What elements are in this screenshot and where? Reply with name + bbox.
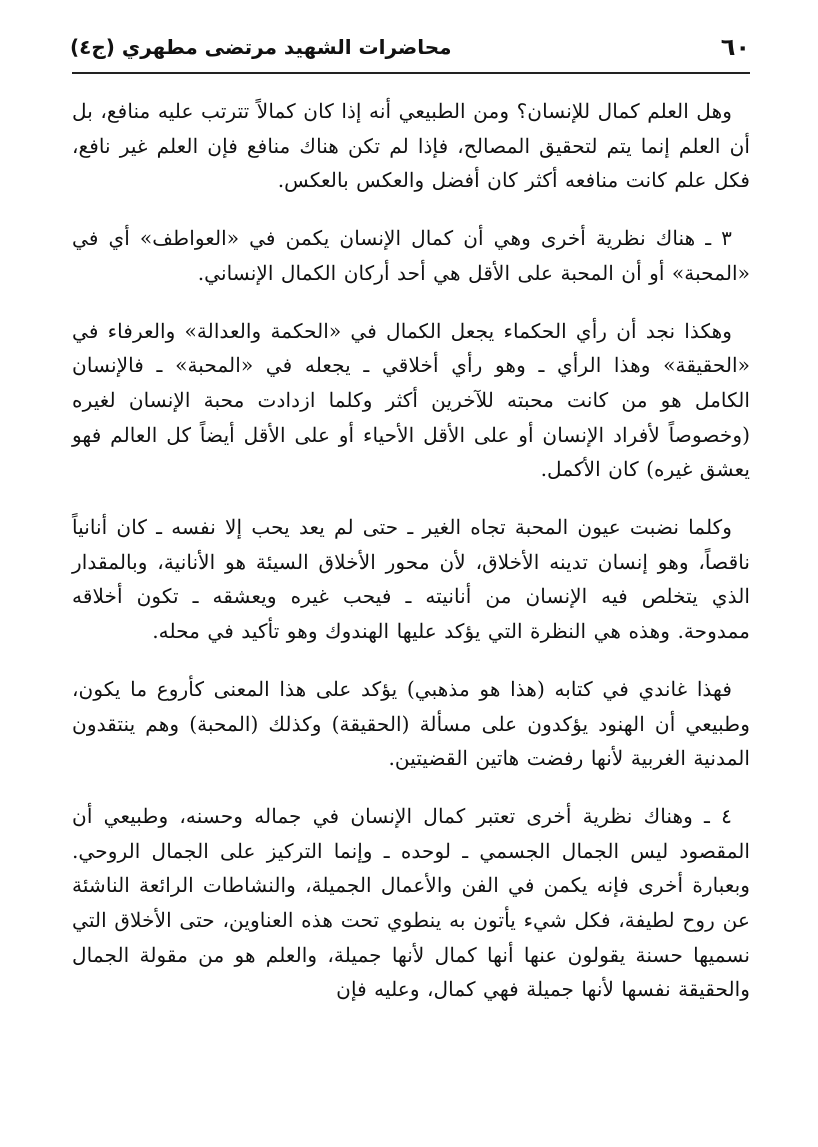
page-number: ٦٠ bbox=[720, 33, 750, 61]
paragraph-3: وهكذا نجد أن رأي الحكماء يجعل الكمال في «الحكمة والعدالة» والعرفاء في «الحقيقة» وهذا الرأي ـ وهو رأي أخلاقي ـ يجعله في «المحبة» ـ فالإنسان الكامل هو من كانت محبته للآخرين أكثر وكلما ازدادت محبة الإنسان لغيره (وخصوصاً لأفراد الإنسان أو على الأقل الأحياء أو على الأقل أيضاً كل العالم فهو يعشق غيره) كان الأكمل. bbox=[72, 318, 750, 482]
header-divider bbox=[72, 72, 750, 74]
body-text bbox=[72, 94, 750, 1007]
paragraph-6: ٤ ـ وهناك نظرية أخرى تعتبر كمال الإنسان في جماله وحسنه، وطبيعي أن المقصود ليس الجمال الجسمي ـ لوحده ـ وإنما التركيز على الجمال الروحي. وبعبارة أخرى فإنه يكمن في الفن والأعمال الجميلة، والنشاطات الرائعة الناشئة عن روح لطيفة، فكل شيء يأتون به ينطوي تحت هذه العناوين، حتى الأخلاق التي نسميها حسنة يقولون عنها أنها كمال لأنها جميلة، والعلم هو من مقولة الجمال والحقيقة نفسها لأنها جميلة فهي كمال، وعليه فإن bbox=[72, 803, 751, 1002]
paragraph-4: وكلما نضبت عيون المحبة تجاه الغير ـ حتى لم يعد يحب إلا نفسه ـ كان أنانياً ناقصاً، وهو إنسان تدينه الأخلاق، لأن محور الأخلاق السيئة هو الأنانية، وبالمقدار الذي يتخلص فيه الإنسان من أنانيته ـ فيحب غيره ويعشقه ـ تكون أخلاقه ممدوحة. وهذه هي النظرة التي يؤكد عليها الهندوك وهو تأكيد في محله. bbox=[72, 515, 750, 644]
running-title: محاضرات الشهيد مرتضى مطهري (ج٤) bbox=[70, 35, 452, 59]
paragraph-5: فهذا غاندي في كتابه (هذا هو مذهبي) يؤكد على هذا المعنى كأروع ما يكون، وطبيعي أن الهنود يؤكدون على مسألة (الحقيقة) وكذلك (المحبة) وهم ينتقدون المدنية الغربية لأنها رفضت هاتين القضيتين. bbox=[72, 676, 750, 771]
paragraph-1: وهل العلم كمال للإنسان؟ ومن الطبيعي أنه إذا كان كمالاً تترتب عليه منافع، بل أن العلم إنما يتم لتحقيق المصالح، فإذا لم تكن هناك منافع فإن العلم غير نافع، فكل علم كانت منافعه أكثر كان أفضل والعكس بالعكس. bbox=[72, 99, 750, 193]
page-header bbox=[70, 22, 750, 72]
paragraph-2: ٣ ـ هناك نظرية أخرى وهي أن كمال الإنسان يكمن في «العواطف» أي في «المحبة» أو أن المحبة على الأقل هي أحد أركان الكمال الإنساني. bbox=[72, 226, 750, 285]
